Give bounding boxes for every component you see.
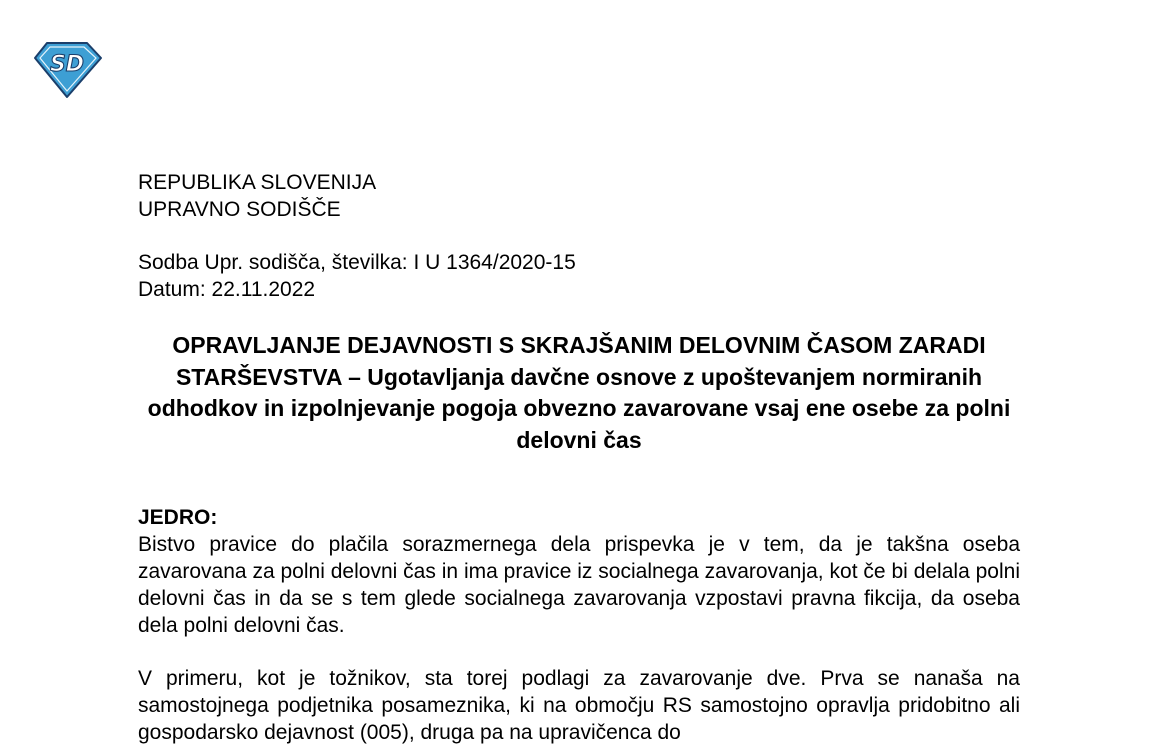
court-name: UPRAVNO SODIŠČE [138, 198, 341, 221]
section-heading: JEDRO: [138, 506, 218, 529]
paragraph-2: V primeru, kot je tožnikov, sta torej podlagi za zavarovanje dve. Prva se nanaša na samostojnega podjetnika posameznika, ki na območju RS samostojno opravlja pridobitno ali gospodarsko dejavnost (005), druga pa na upravičenca do [138, 667, 1020, 744]
case-number: Sodba Upr. sodišča, številka: I U 1364/2020-15 [138, 251, 576, 274]
logo-text: SD [49, 52, 85, 77]
judgment-date: Datum: 22.11.2022 [138, 278, 316, 301]
diamond-logo-icon [31, 40, 103, 100]
paragraph-1: Bistvo pravice do plačila sorazmernega dela prispevka je v tem, da je takšna oseba zavarovana za polni delovni čas in ima pravice iz socialnega zavarovanja, kot če bi delala polni delovni čas in da se s tem glede socialnega zavarovanja vzpostavi pravna fikcija, da oseba dela polni delovni čas. [138, 533, 1020, 637]
document-title: OPRAVLJANJE DEJAVNOSTI S SKRAJŠANIM DELOVNIM ČASOM ZARADI STARŠEVSTVA – Ugotavljanja davčne osnove z upoštevanjem normiranih odhodkov in izpolnjevanje pogoja obvezno zavarovane vsaj ene osebe za polni delovni čas [147, 332, 1011, 453]
court-country: REPUBLIKA SLOVENIJA [138, 171, 377, 194]
document-body [138, 169, 1020, 746]
logo [31, 40, 103, 100]
